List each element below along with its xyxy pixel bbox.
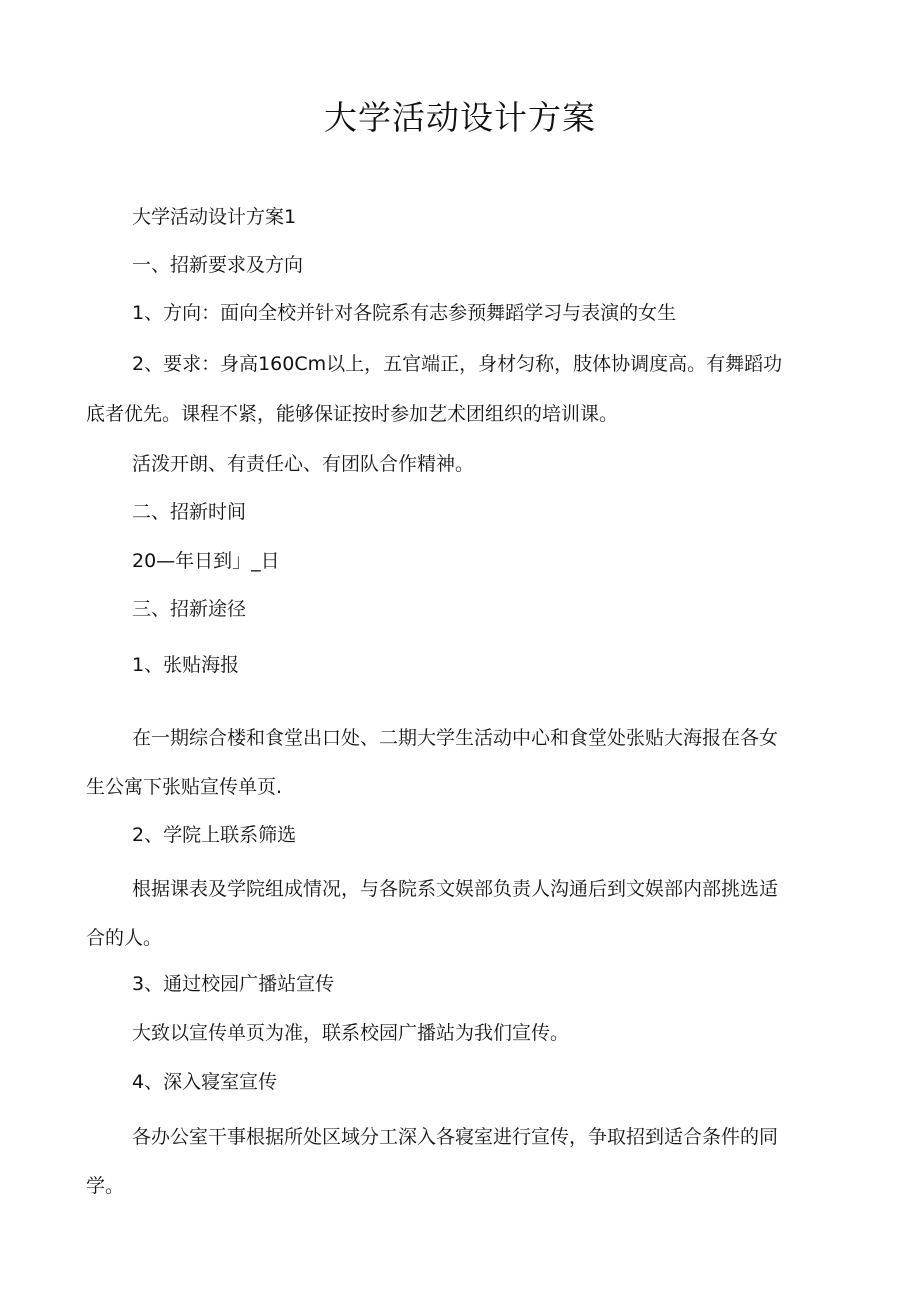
subheading-posters: 1、张贴海报: [132, 654, 240, 676]
paragraph-college-line-2: 合的人。: [86, 927, 163, 949]
paragraph-requirements-line-1: 2、要求：身高160Cm以上，五官端正，身材匀称，肢体协调度高。有舞蹈功: [132, 353, 783, 375]
heading-recruit-time: 二、招新时间: [132, 501, 247, 523]
paragraph-posters-line-1: 在一期综合楼和食堂出口处、二期大学生活动中心和食堂处张贴大海报在各女: [132, 727, 779, 749]
subheading-college-screening: 2、学院上联系筛选: [132, 824, 297, 846]
section-heading-plan-1: 大学活动设计方案1: [132, 206, 297, 228]
heading-recruit-channels: 三、招新途径: [132, 598, 247, 620]
paragraph-requirements-line-2: 底者优先。课程不紧，能够保证按时参加艺术团组织的培训课。: [86, 403, 619, 425]
heading-recruit-requirements: 一、招新要求及方向: [132, 254, 304, 276]
subheading-radio-station: 3、通过校园广播站宣传: [132, 973, 335, 995]
paragraph-college-line-1: 根据课表及学院组成情况，与各院系文娱部负责人沟通后到文娱部内部挑选适: [132, 878, 779, 900]
paragraph-dormitory-line-1: 各办公室干事根据所处区域分工深入各寝室进行宣传，争取招到适合条件的同: [132, 1126, 779, 1148]
paragraph-radio-station: 大致以宣传单页为准，联系校园广播站为我们宣传。: [132, 1022, 570, 1044]
document-title: 大学活动设计方案: [324, 98, 596, 137]
paragraph-recruit-date: 20—年日到」_日: [132, 550, 280, 572]
paragraph-personality: 活泼开朗、有责任心、有团队合作精神。: [132, 453, 475, 475]
paragraph-posters-line-2: 生公寓下张贴宣传单页.: [86, 776, 283, 798]
paragraph-direction: 1、方向：面向全校并针对各院系有志参预舞蹈学习与表演的女生: [132, 302, 677, 324]
subheading-dormitory: 4、深入寝室宣传: [132, 1071, 278, 1093]
paragraph-dormitory-line-2: 学。: [86, 1175, 125, 1197]
